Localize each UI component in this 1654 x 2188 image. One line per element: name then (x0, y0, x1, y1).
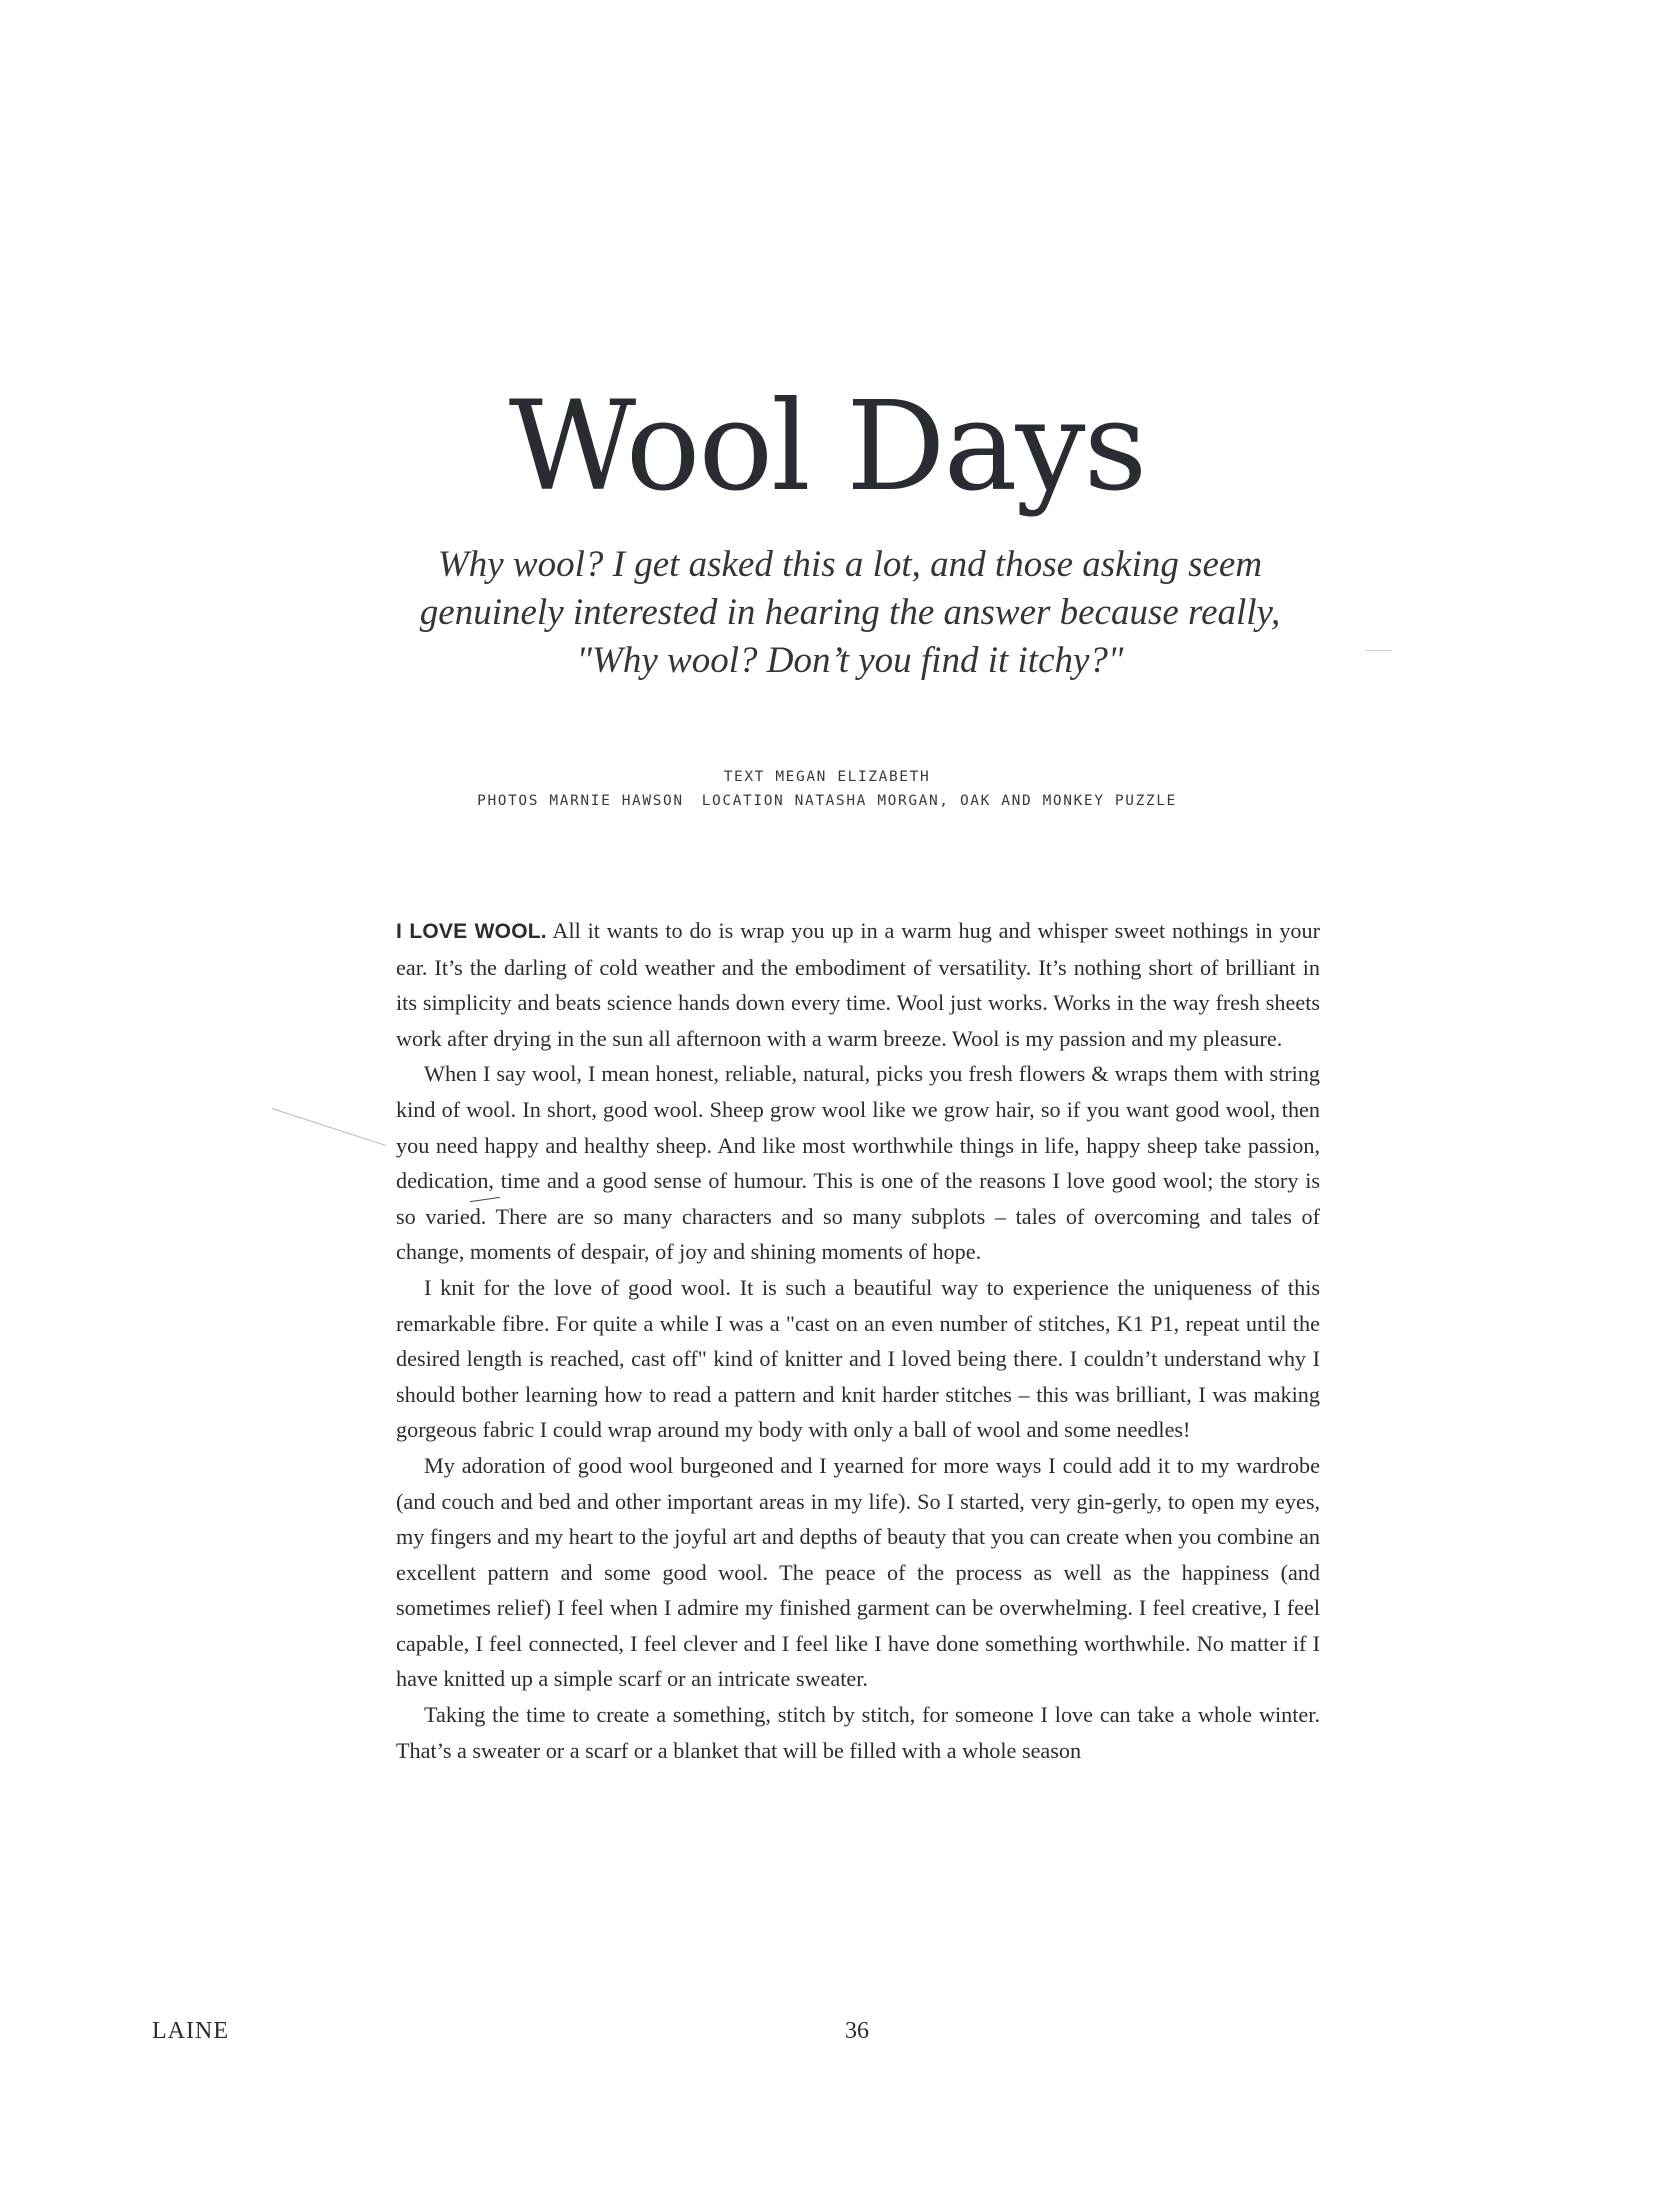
magazine-name: LAINE (152, 2018, 229, 2044)
body-paragraph (396, 913, 1320, 1056)
scan-stray-mark (272, 1108, 386, 1146)
credit-photos-location (0, 789, 1654, 813)
article-title: Wool Days (508, 375, 1146, 519)
paragraph-text: All it wants to do is wrap you up in a warm hug and whisper sweet nothings in your ear. It’s the darling of cold weather and the embodiment of versatility. It’s nothing short of brilliant in its simplicity and beats science hands down every time. Wool just works. Works in the way fresh sheets work after drying in the sun all afternoon with a warm breeze. Wool is my passion and my pleasure. (396, 918, 1320, 1051)
body-paragraph: When I say wool, I mean honest, reliable, natural, picks you fresh flowers & wraps them with string kind of wool. In short, good wool. Sheep grow wool like we grow hair, so if you want good wool, then you need happy and healthy sheep. And like most worthwhile things in life, happy sheep take passion, dedication, time and a good sense of humour. This is one of the reasons I love good wool; the story is so varied. There are so many characters and so many subplots – tales of overcoming and tales of change, moments of despair, of joy and shining moments of hope. (396, 1061, 1320, 1265)
page-number: 36 (845, 2018, 869, 2044)
article-body (396, 913, 1320, 1768)
article-credits (0, 765, 1654, 813)
credit-location: LOCATION NATASHA MORGAN, OAK AND MONKEY PUZZLE (701, 793, 1177, 809)
scan-edge-mark (1366, 650, 1392, 651)
credit-photos: PHOTOS MARNIE HAWSON (477, 793, 684, 809)
lead-in: I LOVE WOOL. (396, 920, 547, 943)
article-standfirst: Why wool? I get asked this a lot, and those asking seem genuinely interested in hearing the answer because really, "Why wool? Don’t you find it itchy?" (419, 544, 1281, 681)
body-paragraph: My adoration of good wool burgeoned and I yearned for more ways I could add it to my wardrobe (and couch and bed and other important areas in my life). So I started, very gin-gerly, to open my eyes, my fingers and my heart to the joyful art and depths of beauty that you can create when you combine an excellent pattern and some good wool. The peace of the process as well as the happiness (and sometimes relief) I feel when I admire my finished garment can be overwhelming. I feel creative, I feel capable, I feel connected, I feel clever and I feel like I have done something worthwhile. No matter if I have knitted up a simple scarf or an intricate sweater. (396, 1452, 1320, 1692)
body-paragraph: Taking the time to create a something, stitch by stitch, for someone I love can take a whole winter. That’s a sweater or a scarf or a blanket that will be filled with a whole season (396, 1702, 1320, 1763)
credit-text: TEXT MEGAN ELIZABETH (723, 769, 931, 785)
body-paragraph: I knit for the love of good wool. It is such a beautiful way to experience the uniqueness of this remarkable fibre. For quite a while I was a "cast on an even number of stitches, K1 P1, repeat until the desired length is reached, cast off" kind of knitter and I loved being there. I couldn’t understand why I should bother learning how to read a pattern and knit harder stitches – this was brilliant, I was making gorgeous fabric I could wrap around my body with only a ball of wool and some needles! (396, 1274, 1320, 1443)
